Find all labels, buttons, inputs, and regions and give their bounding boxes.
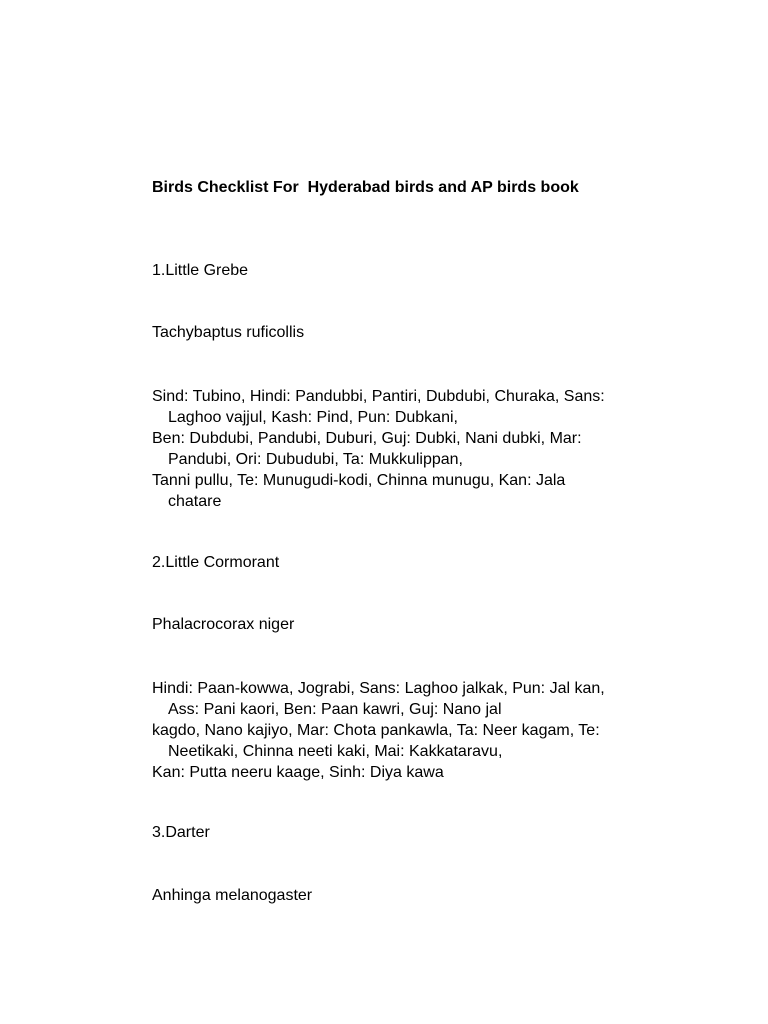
entry-heading: 2.Little Cormorant (152, 554, 280, 571)
local-names-line: chatare (168, 493, 222, 510)
local-names-line: Laghoo vajjul, Kash: Pind, Pun: Dubkani, (168, 409, 458, 426)
scientific-name: Phalacrocorax niger (152, 616, 295, 633)
local-names-line: Tanni pullu, Te: Munugudi-kodi, Chinna munugu, Kan: Jala (152, 472, 566, 489)
local-names-line: Pandubi, Ori: Dubudubi, Ta: Mukkulippan, (168, 451, 463, 468)
scientific-name: Tachybaptus ruficollis (152, 324, 305, 341)
document-title: Birds Checklist For Hyderabad birds and AP birds book (152, 179, 579, 196)
local-names-line: Hindi: Paan-kowwa, Jograbi, Sans: Laghoo jalkak, Pun: Jal kan, (152, 680, 605, 697)
local-names-line: Ben: Dubdubi, Pandubi, Duburi, Guj: Dubki, Nani dubki, Mar: (152, 430, 582, 447)
local-names-line: Kan: Putta neeru kaage, Sinh: Diya kawa (152, 764, 444, 781)
local-names-line: Neetikaki, Chinna neeti kaki, Mai: Kakkataravu, (168, 743, 503, 760)
local-names-line: Ass: Pani kaori, Ben: Paan kawri, Guj: Nano jal (168, 701, 502, 718)
local-names-line: Sind: Tubino, Hindi: Pandubbi, Pantiri, Dubdubi, Churaka, Sans: (152, 388, 605, 405)
entry-heading: 1.Little Grebe (152, 262, 249, 279)
scientific-name: Anhinga melanogaster (152, 887, 313, 904)
entry-heading: 3.Darter (152, 824, 210, 841)
local-names-line: kagdo, Nano kajiyo, Mar: Chota pankawla, Ta: Neer kagam, Te: (152, 722, 600, 739)
